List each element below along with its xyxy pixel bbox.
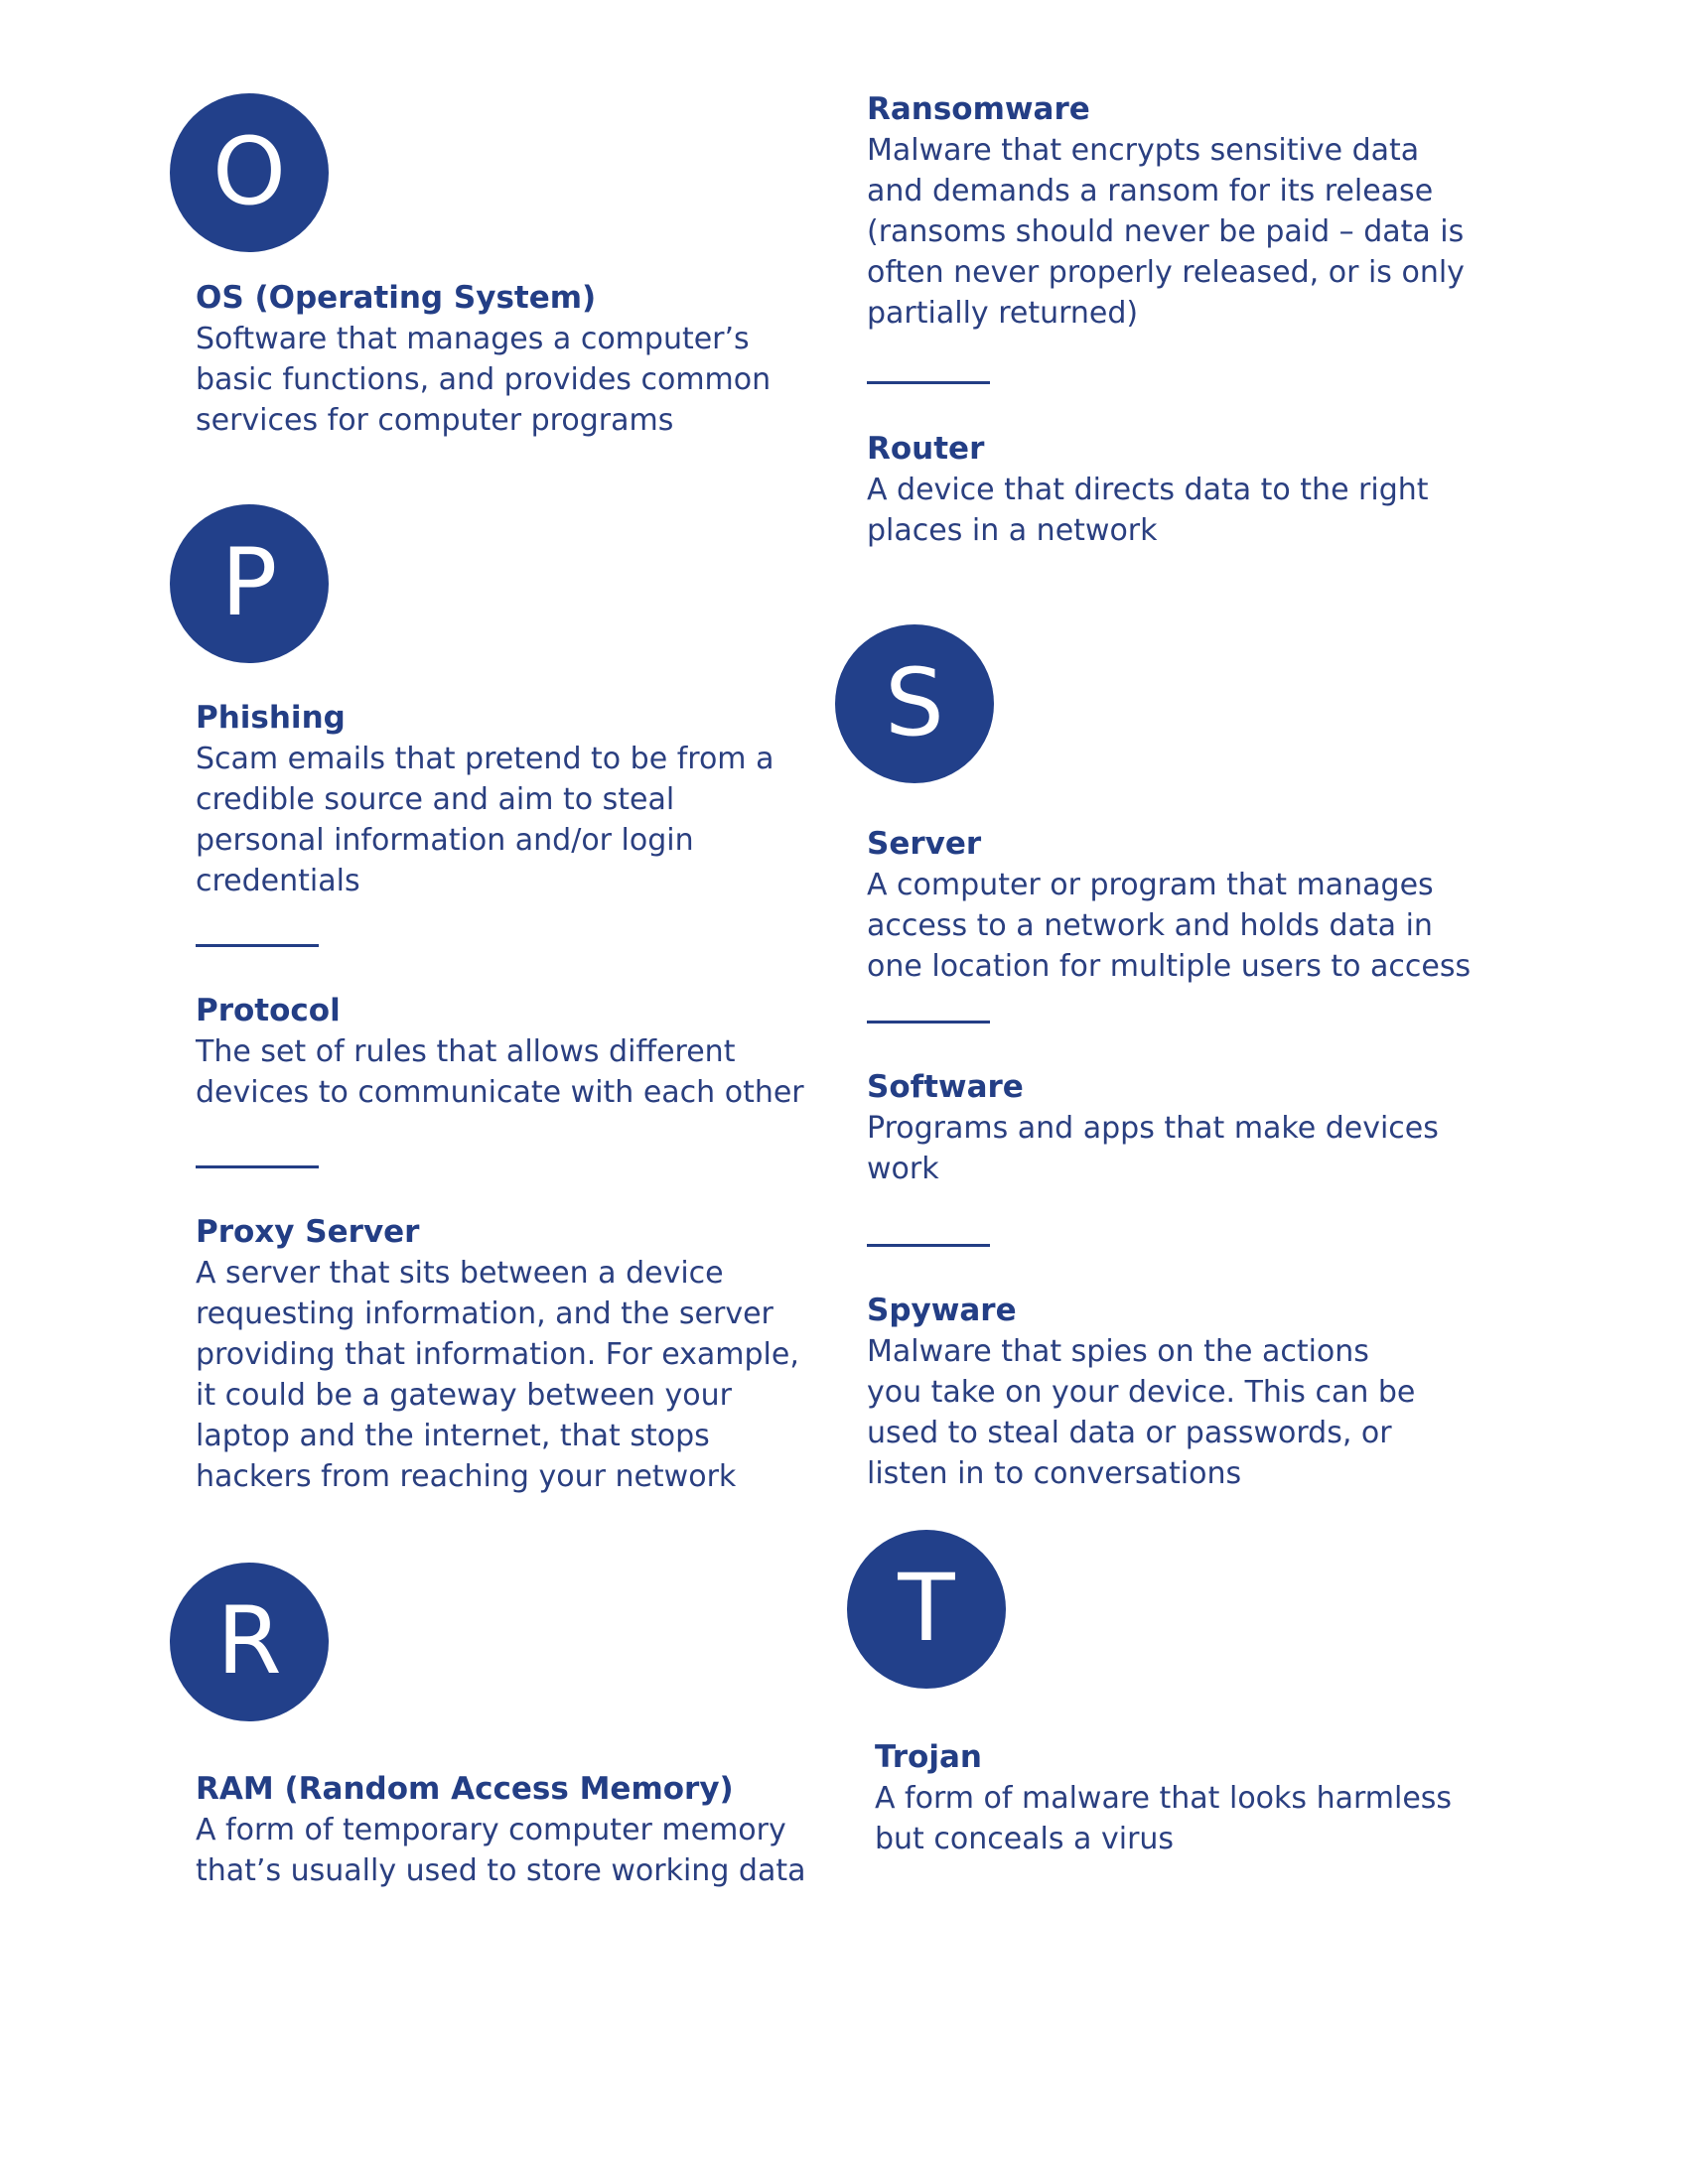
letter-p: P	[220, 529, 278, 637]
term-spyware: Spyware	[867, 1293, 1017, 1328]
term-os: OS (Operating System)	[196, 280, 597, 316]
definition-phishing: Scam emails that pretend to be from a credible source and aim to steal personal information and/or login credentials	[196, 742, 774, 898]
letter-p-badge	[170, 504, 329, 663]
term-protocol: Protocol	[196, 993, 341, 1028]
letter-o-badge	[170, 93, 329, 252]
definition-trojan: A form of malware that looks harmless but conceals a virus	[875, 1781, 1453, 1856]
letter-t-badge	[847, 1530, 1006, 1689]
term-ram: RAM (Random Access Memory)	[196, 1771, 734, 1807]
term-proxy-server: Proxy Server	[196, 1214, 420, 1250]
term-software: Software	[867, 1069, 1024, 1105]
entry-proxy-server	[196, 1212, 831, 1497]
entry-router	[867, 429, 1502, 551]
divider	[867, 1244, 990, 1247]
entry-software	[867, 1067, 1502, 1189]
letter-r-badge	[170, 1563, 329, 1721]
definition-protocol: The set of rules that allows different devices to communicate with each other	[196, 1034, 804, 1110]
term-phishing: Phishing	[196, 700, 346, 736]
entry-trojan	[875, 1737, 1510, 1859]
entry-server	[867, 824, 1502, 987]
definition-os: Software that manages a computer’s basic functions, and provides common services for computer programs	[196, 322, 772, 438]
divider	[867, 381, 990, 384]
definition-ram: A form of temporary computer memory that’s usually used to store working data	[196, 1813, 806, 1888]
divider	[196, 1165, 319, 1168]
entry-phishing	[196, 698, 831, 901]
letter-t: T	[898, 1555, 955, 1663]
divider	[867, 1021, 990, 1024]
entry-ransomware	[867, 89, 1502, 334]
definition-ransomware: Malware that encrypts sensitive data and demands a ransom for its release (ransoms should never be paid – data is often never properly released, or is only partially returned)	[867, 133, 1465, 331]
entry-spyware	[867, 1291, 1502, 1494]
definition-spyware: Malware that spies on the actions you take on your device. This can be used to steal data or passwords, or listen in to conversations	[867, 1334, 1416, 1491]
definition-software: Programs and apps that make devices work	[867, 1111, 1439, 1186]
term-server: Server	[867, 826, 982, 862]
entry-os	[196, 278, 831, 441]
letter-r: R	[216, 1587, 282, 1696]
term-trojan: Trojan	[875, 1739, 982, 1775]
term-ransomware: Ransomware	[867, 91, 1090, 127]
term-router: Router	[867, 431, 985, 467]
definition-proxy-server: A server that sits between a device requesting information, and the server providing that information. For example, it could be a gateway between your laptop and the internet, that stops hackers from reaching your network	[196, 1256, 799, 1494]
letter-o: O	[212, 118, 286, 226]
entry-protocol	[196, 991, 831, 1113]
definition-router: A device that directs data to the right places in a network	[867, 473, 1429, 548]
letter-s: S	[885, 649, 944, 757]
letter-s-badge	[835, 624, 994, 783]
entry-ram	[196, 1769, 831, 1891]
definition-server: A computer or program that manages access to a network and holds data in one location for multiple users to access	[867, 868, 1472, 984]
divider	[196, 944, 319, 947]
